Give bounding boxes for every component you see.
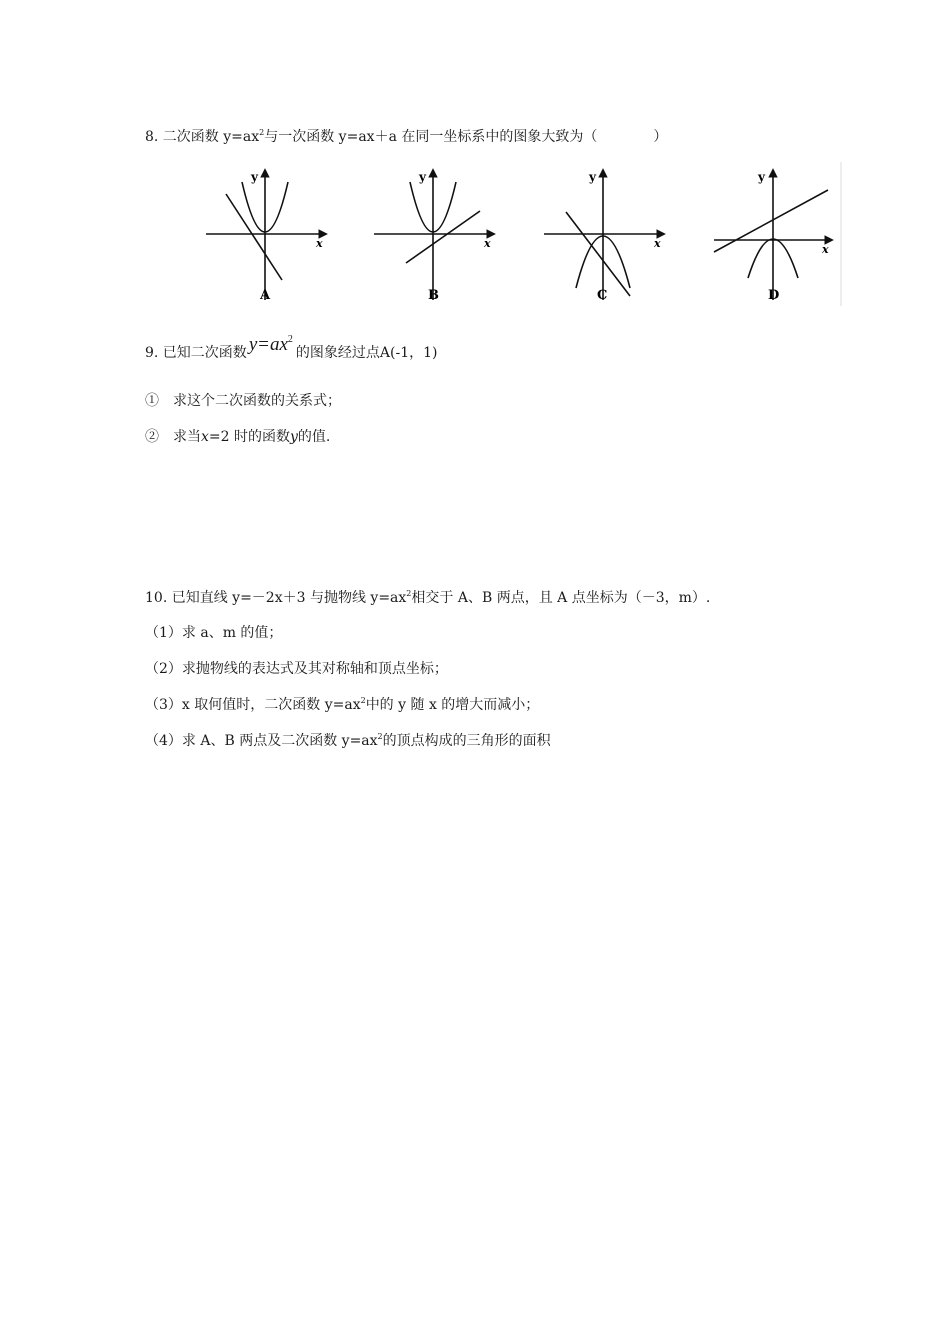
q9-item-2-a: ② 求当 bbox=[145, 429, 201, 445]
q10-sup: 2 bbox=[406, 589, 412, 598]
q8-superscript: 2 bbox=[259, 128, 265, 137]
q10-text-b: 相交于 A、B 两点，且 A 点坐标为（－3，m）. bbox=[411, 590, 711, 606]
q8-graphs-svg bbox=[200, 160, 850, 310]
q9-item-1: ① 求这个二次函数的关系式； bbox=[145, 393, 341, 409]
option-b-x-label: x bbox=[484, 237, 491, 250]
option-d-graph[interactable] bbox=[714, 170, 832, 300]
q10-text-a: 10. 已知直线 y=－2x＋3 与抛物线 y=ax bbox=[145, 590, 407, 606]
option-d-x-label: x bbox=[822, 243, 829, 256]
option-c-label[interactable]: C bbox=[597, 288, 608, 303]
option-c-line bbox=[566, 212, 630, 296]
q9-item-2 bbox=[145, 428, 330, 446]
q10-item-3 bbox=[145, 696, 539, 714]
q10-item-3-sup: 2 bbox=[360, 696, 366, 705]
q10-item-4-a: （4）求 A、B 两点及二次函数 y=ax bbox=[145, 733, 378, 749]
q10-item-1: （1）求 a、m 的值； bbox=[145, 625, 283, 641]
question-9-stem bbox=[145, 334, 438, 362]
option-a-line bbox=[226, 194, 282, 280]
q9-formula-eq: = bbox=[258, 334, 269, 355]
option-a-label[interactable]: A bbox=[260, 288, 271, 303]
option-d-label[interactable]: D bbox=[768, 288, 780, 303]
q10-item-3-a: （3）x 取何值时，二次函数 y=ax bbox=[145, 697, 361, 713]
q9-suffix: 的图象经过点A(-1，1) bbox=[295, 345, 438, 361]
q10-item-4-b: 的顶点构成的三角形的面积 bbox=[382, 733, 551, 749]
option-c-y-label: y bbox=[589, 170, 596, 184]
q9-formula-lhs: y bbox=[248, 334, 258, 355]
question-10-stem bbox=[145, 589, 710, 607]
option-b-graph[interactable] bbox=[374, 170, 494, 300]
q9-item-2-var-x: x bbox=[201, 429, 209, 445]
q9-formula-sup: 2 bbox=[287, 334, 293, 345]
option-b-line bbox=[406, 211, 480, 263]
q8-text-a: 8. 二次函数 y=ax bbox=[145, 129, 260, 145]
option-b-y-label: y bbox=[419, 170, 426, 184]
q9-prefix: 9. 已知二次函数 bbox=[145, 345, 247, 361]
q10-item-4 bbox=[145, 732, 551, 750]
option-a-graph[interactable] bbox=[206, 170, 326, 300]
question-8-stem bbox=[145, 128, 667, 146]
option-c-x-label: x bbox=[654, 237, 661, 250]
q8-option-graphs bbox=[200, 160, 850, 310]
q9-formula bbox=[249, 336, 293, 354]
q10-item-3-b: 中的 y 随 x 的增大而减小； bbox=[365, 697, 540, 713]
q9-item-2-c: 的值. bbox=[297, 429, 331, 445]
q9-item-2-var-y: y bbox=[290, 429, 298, 445]
option-a-y-label: y bbox=[251, 170, 258, 184]
option-d-y-label: y bbox=[758, 170, 765, 184]
option-a-x-label: x bbox=[316, 237, 323, 250]
option-d-line bbox=[714, 190, 828, 252]
q10-item-2: （2）求抛物线的表达式及其对称轴和顶点坐标； bbox=[145, 661, 448, 677]
q8-text-b: 与一次函数 y=ax＋a 在同一坐标系中的图象大致为（ bbox=[264, 129, 598, 145]
q9-formula-rhs: ax bbox=[269, 334, 288, 355]
option-c-graph[interactable] bbox=[544, 170, 664, 300]
option-b-label[interactable]: B bbox=[428, 288, 439, 303]
q8-text-c: ） bbox=[653, 129, 668, 145]
q10-item-4-sup: 2 bbox=[377, 732, 383, 741]
q9-item-2-b: =2 时的函数 bbox=[208, 429, 290, 445]
q8-answer-blank[interactable] bbox=[597, 129, 653, 145]
